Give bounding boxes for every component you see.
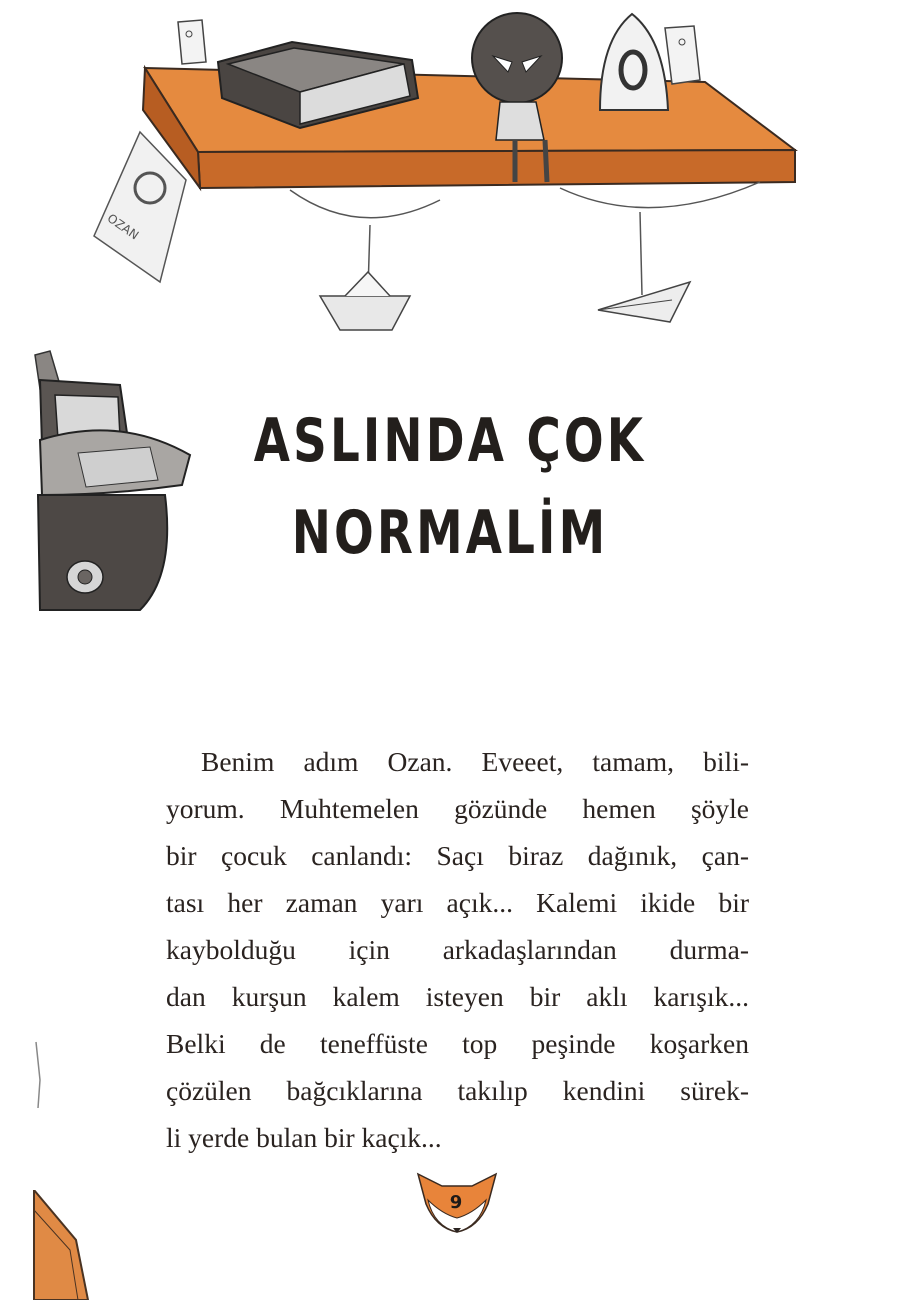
rocket-icon [600, 14, 668, 110]
body-line: tası her zaman yarı açık... Kalemi ikide bir [166, 887, 749, 918]
hanging-name-note [94, 132, 186, 282]
body-paragraph [166, 738, 749, 1161]
body-line: çözülen bağcıklarına takılıp kendini sürek- [166, 1075, 749, 1106]
body-line: Benim adım Ozan. Eveeet, tamam, bili- [201, 746, 749, 777]
chapter-title [99, 395, 801, 579]
partial-object-left [34, 1040, 50, 1110]
chapter-title-line-2: NORMALİM [291, 498, 609, 568]
shelf-illustration [0, 0, 900, 345]
page-number: 9 [449, 1192, 463, 1213]
book-corner-illustration [0, 1190, 100, 1300]
body-line: kaybolduğu için arkadaşlarından durma- [166, 934, 749, 965]
pinned-paper-left [178, 20, 206, 64]
body-line: bir çocuk canlandı: Saçı biraz dağınık, çan- [166, 840, 749, 871]
pinned-paper-right [665, 26, 700, 84]
body-line: Belki de teneffüste top peşinde koşarken [166, 1028, 749, 1059]
body-line: dan kurşun kalem isteyen bir aklı karışık... [166, 981, 749, 1012]
paper-boat-icon [320, 272, 410, 330]
name-note-label: OZAN [104, 211, 142, 243]
paper-plane-icon [598, 282, 690, 322]
body-line: li yerde bulan bir kaçık... [166, 1122, 442, 1153]
chapter-title-line-1: ASLINDA ÇOK [253, 406, 647, 476]
body-line: yorum. Muhtemelen gözünde hemen şöyle [166, 793, 749, 824]
